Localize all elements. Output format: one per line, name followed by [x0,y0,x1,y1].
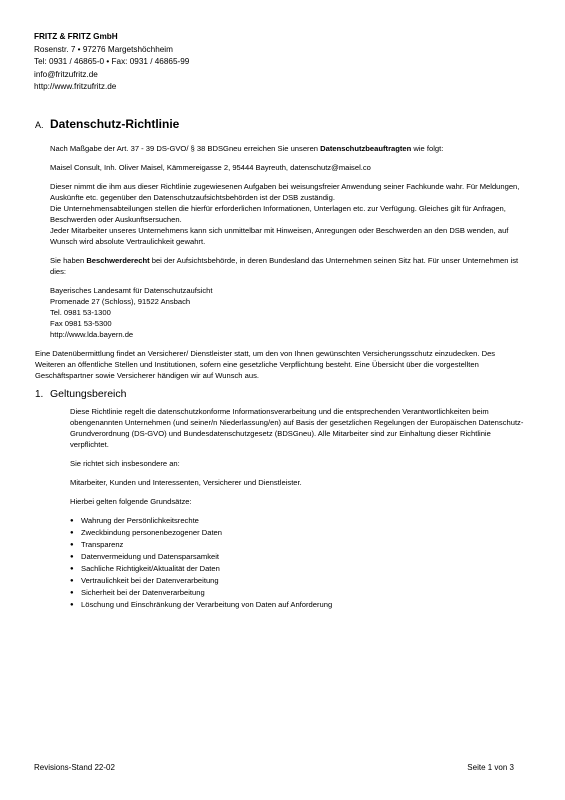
section-1-heading [35,389,530,400]
text-line: Die Unternehmensabteilungen stellen die hierfür erforderlichen Informationen, Unterlagen etc. zur Verfügung. Gleiches gilt für Anfragen, [50,204,506,213]
company-address: Rosenstr. 7 • 97276 Margetshöchheim [34,44,173,54]
data-transfer-paragraph [35,348,530,381]
list-item: ● Wahrung der Persönlichkeitsrechte [70,515,530,527]
complaint-text-end: bei der Aufsichtsbehörde, in deren Bundesland das Unternehmen seinen Sitz hat. Für unser Unternehmen ist [149,256,519,265]
text-line [50,255,530,266]
principles-intro: Hierbei gelten folgende Grundsätze: [70,497,192,506]
list-item: ● Vertraulichkeit bei der Datenverarbeitung [70,575,530,587]
section-a-number: A. [35,120,44,130]
text-line: Wunsch wird absolute Vertraulichkeit gewahrt. [50,237,206,246]
page-number: Seite 1 von 3 [467,763,514,772]
list-item: ● Sicherheit bei der Datenverarbeitung [70,587,530,599]
dsb-contact-line: Maisel Consult, Inh. Oliver Maisel, Kämmereigasse 2, 95444 Bayreuth, datenschutz@maisel.co [50,163,371,172]
company-letterhead [34,31,189,94]
scope-paragraph [70,406,530,450]
audience-line: Mitarbeiter, Kunden und Interessenten, Versicherer und Dienstleister. [70,478,302,487]
dsb-intro-bold: Datenschutzbeauftragten [320,144,412,153]
authority-website: http://www.lda.bayern.de [50,330,134,339]
text-line: Grundverordnung (DS-GVO) und Bundesdatenschutzgesetz (BDSGneu). Alle Mitarbeiter sind zur Einhaltung dieser Richtlinie verpflichtet. [70,429,491,449]
complaint-paragraph [50,255,530,277]
principles-list [70,515,530,611]
list-item: ● Sachliche Richtigkeit/Aktualität der Daten [70,563,530,575]
dsb-duties-paragraph [50,181,530,247]
dsb-intro-text: Nach Maßgabe der Art. 37 - 39 DS-GVO/ § 38 BDSGneu erreichen Sie unseren [50,144,321,153]
complaint-text: Sie haben [50,256,87,265]
list-item: ● Datenvermeidung und Datensparsamkeit [70,551,530,563]
authority-address-block [50,285,530,340]
dsb-intro-end: wie folgt: [411,144,444,153]
revision-label: Revisions-Stand 22-02 [34,763,115,772]
section-a-content [50,143,530,340]
text-line: dies: [50,267,67,276]
complaint-bold: Beschwerderecht [86,256,150,265]
text-line: Geschäftspartner sowie Versicherer händigen wir auf Wunsch aus. [35,371,259,380]
authority-phone: Tel. 0981 53-1300 [50,308,111,317]
company-website: http://www.fritzufritz.de [34,82,117,92]
list-item: ● Transparenz [70,539,530,551]
text-line: Eine Datenübermittlung findet an Versicherer/ Dienstleister statt, um den von Ihnen gewünschten Versicherungsschutz einzudecken. Des [35,349,496,358]
authority-name: Bayerisches Landesamt für Datenschutzaufsicht [50,286,213,295]
dsb-intro-paragraph [50,143,530,154]
text-line: Weiteren an öffentliche Stellen und Institutionen, sofern eine gesetzliche Verpflichtung besteht. Eine Übersicht über die vorgestellten [35,360,479,369]
list-item: ● Löschung und Einschränkung der Verarbeitung von Daten auf Anforderung [70,599,530,611]
section-1-title: Geltungsbereich [50,388,127,400]
text-line: Auskünfte etc. gegenüber den Datenschutzaufsichtsbehörden ist der DSB zuständig. [50,193,335,202]
applies-to-line: Sie richtet sich insbesondere an: [70,459,180,468]
list-item: ● Zweckbindung personenbezogener Daten [70,527,530,539]
text-line: obengenannten Unternehmen (und seiner/n Niederlassung/en) auf Basis der gesetzlichen Regelungen der Europäischen Datenschutz- [70,418,524,427]
section-1-content [70,406,530,611]
authority-fax: Fax 0981 53-5300 [50,319,112,328]
company-name: FRITZ & FRITZ GmbH [34,32,118,41]
text-line: Beschwerden oder Auskunftsersuchen. [50,215,182,224]
section-a-title: Datenschutz-Richtlinie [50,117,180,131]
company-phone-fax: Tel: 0931 / 46865-0 • Fax: 0931 / 46865-99 [34,57,190,67]
document-body [35,119,530,611]
text-line: Diese Richtlinie regelt die datenschutzkonforme Informationsverarbeitung und die entsprechenden Verantwortlichkeiten beim [70,407,489,416]
text-line: Jeder Mitarbeiter unseres Unternehmens kann sich unmittelbar mit Hinweisen, Anregungen oder Beschwerden an den DSB wenden, auf [50,226,509,235]
company-email: info@fritzufritz.de [34,69,98,79]
text-line: Dieser nimmt die ihm aus dieser Richtlinie zugewiesenen Aufgaben bei weisungsfreier Anwendung seiner Fachkunde wahr. Für Meldungen, [50,182,520,191]
authority-street: Promenade 27 (Schloss), 91522 Ansbach [50,297,191,306]
section-1-number: 1. [35,389,44,400]
section-a-heading [35,119,530,131]
